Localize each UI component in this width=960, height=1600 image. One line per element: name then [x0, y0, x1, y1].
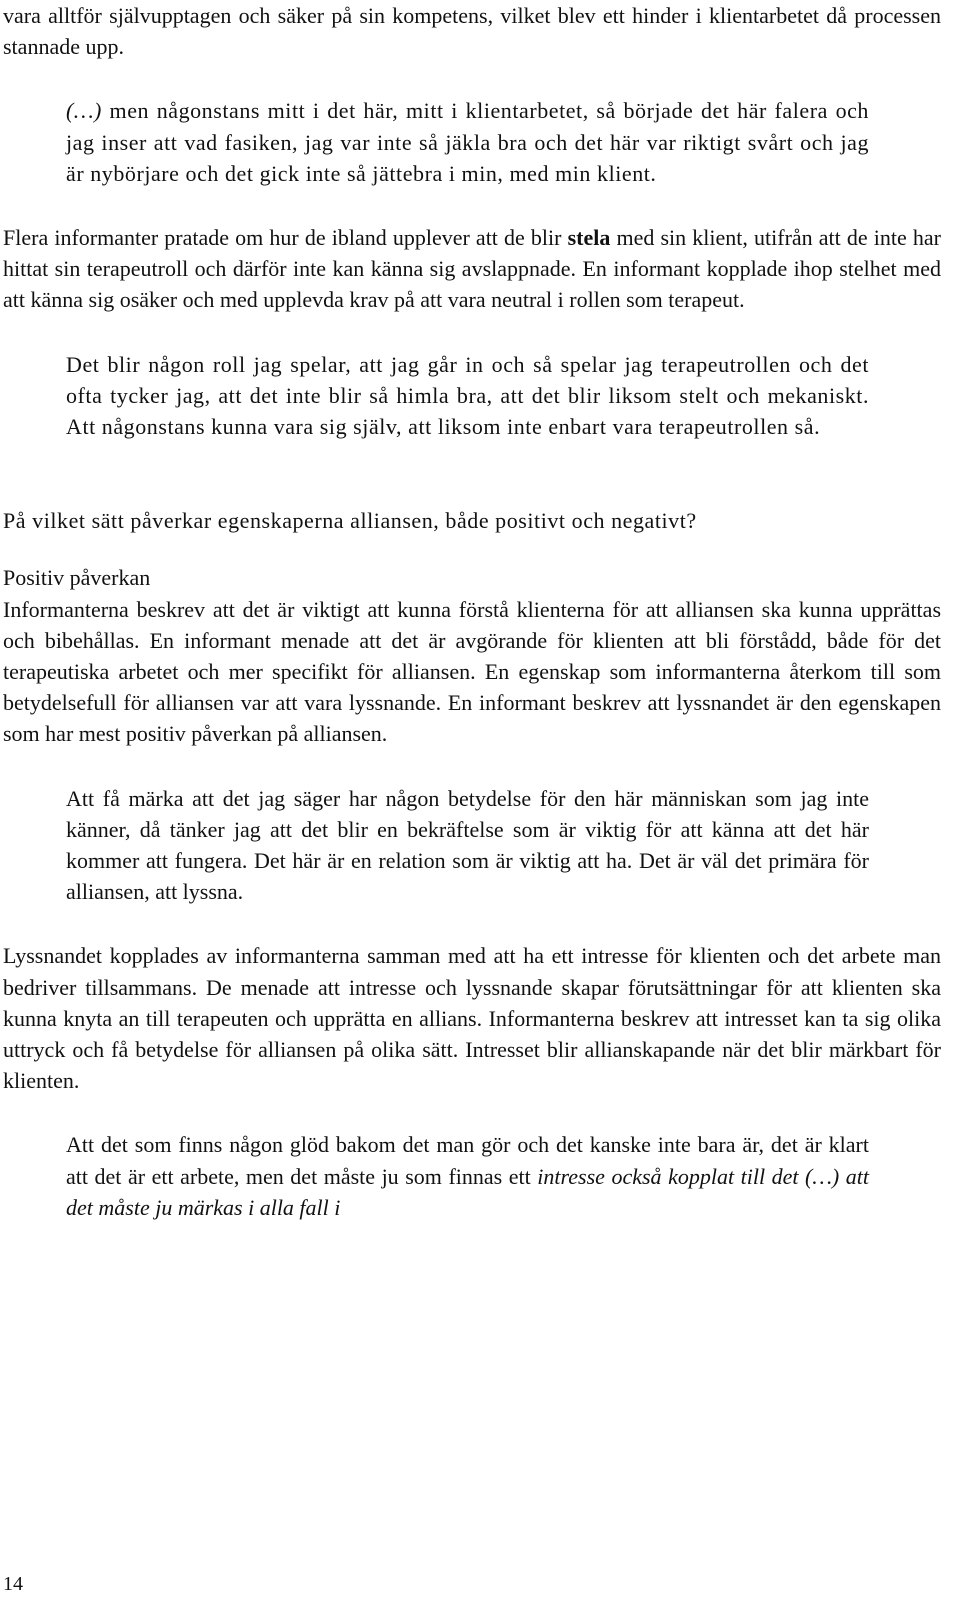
document-page [3, 0, 941, 1223]
block-quote-3: Att få märka att det jag säger har någon betydelse för den här människan som jag inte känner, då tänker jag att det blir en bekräftelse som är viktig för att känna att det här kommer att fungera. Det här är en relation som är viktig att ha. Det är väl det primära för alliansen, att lyssna. [66, 785, 869, 905]
quote-text-italic: intresse också kopplat till det (…) att det måste ju märkas i alla fall i [66, 1163, 869, 1220]
paragraph-text-before: Flera informanter pratade om hur de ibland upplever att de blir [3, 225, 568, 251]
quote-text: men någonstans mitt i det här, mitt i klientarbetet, så började det här falera och jag inser att vad fasiken, jag var inte så jäkla bra och det här var riktigt svårt och jag är nybörjare och det gick inte så jättebra i min, med min klient. [66, 98, 869, 186]
block-quote-4 [66, 1129, 869, 1223]
quote-text: Att det som finns någon glöd bakom det man gör och det kanske inte bara är, det är klart att det är ett arbete, men det måste ju som finnas ett [66, 1132, 869, 1189]
body-paragraph-continued: vara alltför självupptagen och säker på sin kompetens, vilket blev ett hinder i klientarbetet då processen stannade upp. [3, 3, 941, 60]
body-paragraph: Informanterna beskrev att det är viktigt att kunna förstå klienterna för att alliansen ska kunna upprättas och bibehållas. En informant menade att det är avgörande för klienten att bli förstådd, både för det terapeutiska arbetet och mer specifikt för alliansen. En egenskap som informanterna återkom till som betydelsefull för alliansen var att vara lyssnande. En informant beskrev att lyssnandet är den egenskapen som har mest positiv påverkan på alliansen. [3, 596, 941, 747]
block-quote-2: Det blir någon roll jag spelar, att jag går in och så spelar jag terapeutrollen och det ofta tycker jag, att det inte blir så himla bra, att det blir liksom stelt och mekaniskt. Att någonstans kunna vara sig själv, att liksom inte enbart vara terapeutrollen så. [66, 351, 869, 440]
research-question: På vilket sätt påverkar egenskaperna alliansen, både positivt och negativt? [3, 508, 697, 534]
body-paragraph: Lyssnandet kopplades av informanterna samman med att ha ett intresse för klienten och det arbete man bedriver tillsammans. De menade att intresse och lyssnande skapar förutsättningar för att klienten ska kunna knyta an till terapeuten och upprätta en allians. Informanterna beskrev att intresset kan ta sig olika uttryck och få betydelse för alliansen på olika sätt. Intresset blir allianskapande när det blir märkbart för klienten. [3, 943, 941, 1094]
body-paragraph [3, 222, 941, 316]
paragraph-text-after: med sin klient, utifrån att de inte har hittat sin terapeutroll och därför inte kan känna sig avslappnade. En informant kopplade ihop stelhet med att känna sig osäker och med upplevda krav på att vara neutral i rollen som terapeut. [3, 225, 941, 313]
emphasized-word: stela [567, 225, 611, 251]
section-subheading: Positiv påverkan [3, 565, 151, 591]
ellipsis-marker: (…) [66, 98, 102, 124]
block-quote-1 [66, 95, 869, 189]
page-number: 14 [3, 1573, 23, 1595]
